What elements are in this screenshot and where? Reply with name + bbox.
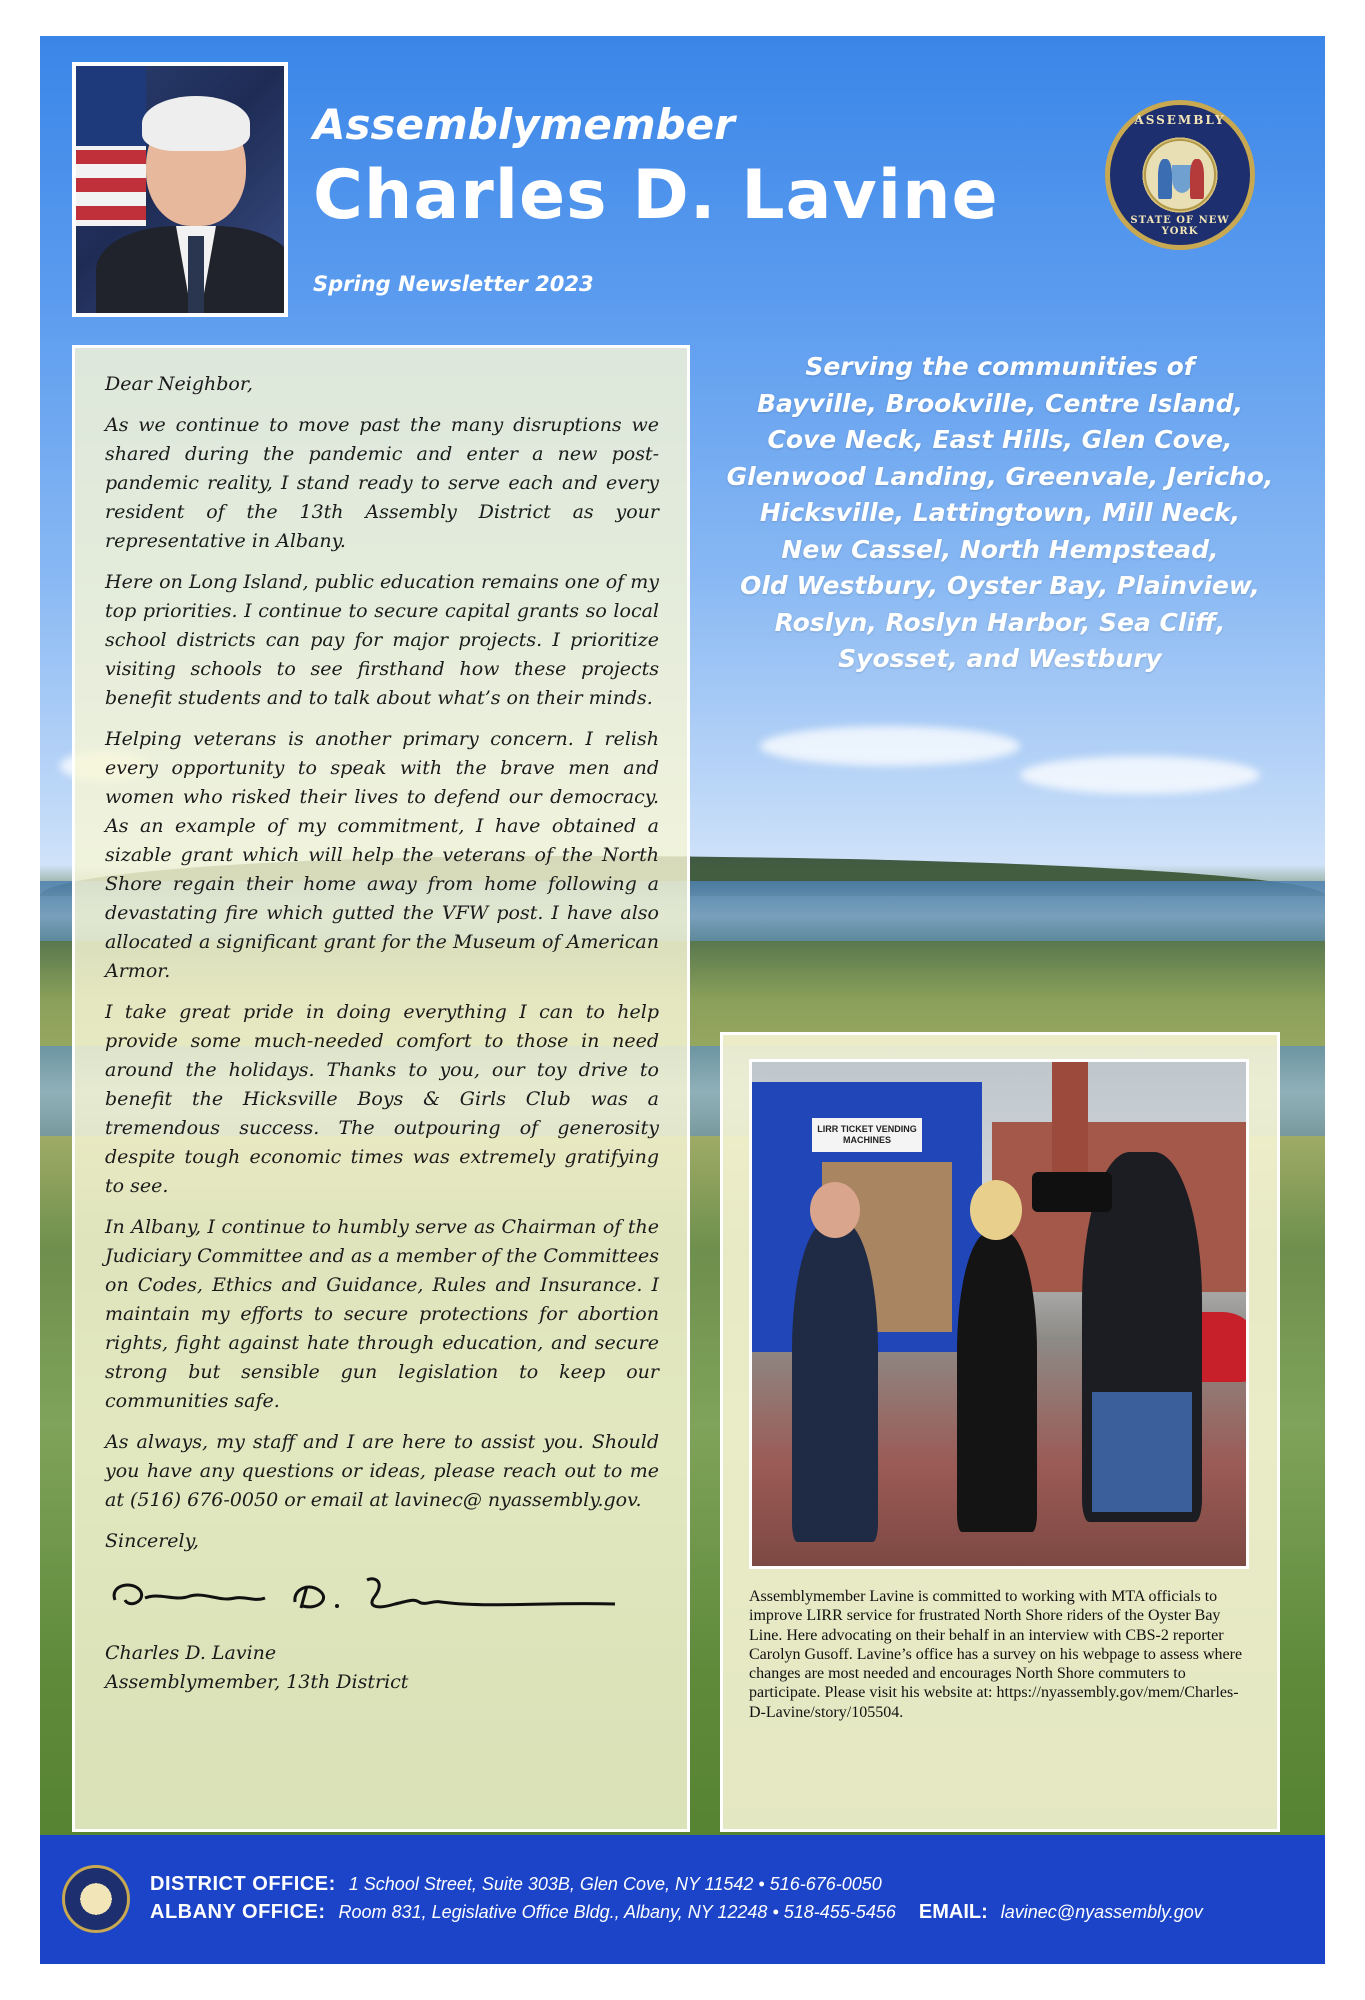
letter-paragraph: As we continue to move past the many disruptions we shared during the pandemic and enter a new post-pandemic reality, I stand ready to serve each and every resident of the 13th Assembly District as your representative in Albany. xyxy=(105,414,659,552)
seal-top-text: ASSEMBLY xyxy=(1134,113,1226,127)
letter-paragraph: Helping veterans is another primary concern. I relish every opportunity to speak with the brave men and women who risked their lives to defend our democracy. As an example of my commitment, I have obtained a sizable grant which will help the veterans of the North Shore regain their home away from home following a devastating fire which gutted the VFW post. I have also allocated a significant grant for the Museum of American Armor. xyxy=(105,728,659,982)
assembly-seal-icon xyxy=(1105,100,1255,250)
newsletter-subtitle: Spring Newsletter 2023 xyxy=(313,272,594,296)
email-link[interactable]: lavinec@nyassembly.gov xyxy=(1000,1902,1203,1922)
email-label: EMAIL: xyxy=(918,1901,988,1923)
newsletter-page xyxy=(40,36,1325,1964)
portrait-hair xyxy=(142,96,250,151)
seal-emblem xyxy=(1144,139,1216,211)
communities-line: Hicksville, Lattingtown, Mill Neck, xyxy=(759,498,1241,527)
photo-chimney xyxy=(1052,1062,1088,1182)
seal-figure-liberty xyxy=(1158,159,1172,199)
photo-kiosk-sign: LIRR TICKET VENDING MACHINES xyxy=(812,1118,922,1152)
communities-list xyxy=(720,349,1280,678)
cloud xyxy=(1020,756,1260,794)
letter-closing: Sincerely, xyxy=(105,1530,199,1552)
photo-head xyxy=(810,1182,860,1238)
title-role: Assemblymember xyxy=(313,100,735,149)
photo-head xyxy=(970,1180,1022,1240)
photo-panel xyxy=(720,1032,1280,1832)
photo-caption: Assemblymember Lavine is committed to working with MTA officials to improve LIRR service for frustrated North Shore riders of the Oyster Bay Line. Here advocating on their behalf in an interview with CBS-2 reporter Carolyn Gusoff. Lavine’s office has a survey on his webpage to assess where changes are most needed and encourages North Shore commuters to participate. Please visit his website at: https://nyassembly.gov/mem/Charles-D-Lavine/story/105504. xyxy=(749,1588,1243,1721)
seal-bottom-text: STATE OF NEW YORK xyxy=(1130,215,1230,237)
district-office-line xyxy=(150,1873,882,1896)
flag-canton xyxy=(76,66,146,146)
albany-office-value: Room 831, Legislative Office Bldg., Albany, NY 12248 • 518-455-5456 xyxy=(338,1902,896,1922)
district-office-label: DISTRICT OFFICE: xyxy=(150,1873,336,1895)
signature-title: Assemblymember, 13th District xyxy=(105,1671,409,1693)
district-office-value: 1 School Street, Suite 303B, Glen Cove, NY 11542 • 516-676-0050 xyxy=(348,1874,882,1894)
photo-jeans xyxy=(1092,1392,1192,1512)
communities-line: Bayville, Brookville, Centre Island, xyxy=(757,388,1243,418)
albany-office-line xyxy=(150,1901,1203,1924)
letter-paragraph: Here on Long Island, public education remains one of my top priorities. I continue to secure capital grants so local school districts can pay for major projects. I prioritize visiting schools to see firsthand how these projects benefit students and to talk about what’s on their minds. xyxy=(105,571,659,709)
communities-line: Cove Neck, East Hills, Glen Cove, xyxy=(767,425,1233,454)
portrait-tie xyxy=(188,236,204,316)
photo-person-assemblymember xyxy=(792,1222,878,1542)
albany-office-label: ALBANY OFFICE: xyxy=(150,1901,326,1923)
signature-name: Charles D. Lavine xyxy=(105,1642,277,1664)
footer-bar xyxy=(40,1835,1325,1964)
title-name: Charles D. Lavine xyxy=(313,156,999,235)
cloud xyxy=(760,726,1020,766)
letter-paragraph: As always, my staff and I are here to assist you. Should you have any questions or ideas, please reach out to me at (516) 676-0050 or email at lavinec@ nyassembly.gov. xyxy=(105,1431,659,1511)
letter-salutation: Dear Neighbor, xyxy=(105,373,253,395)
signature-icon xyxy=(105,1562,625,1624)
video-camera-icon xyxy=(1032,1172,1112,1212)
communities-line: Glenwood Landing, Greenvale, Jericho, xyxy=(726,461,1274,491)
communities-line: Roslyn, Roslyn Harbor, Sea Cliff, xyxy=(774,607,1226,637)
seal-figure-justice xyxy=(1190,159,1204,199)
letter-paragraph: In Albany, I continue to humbly serve as Chairman of the Judiciary Committee and as a member of the Committees on Codes, Ethics and Guidance, Rules and Insurance. I maintain my efforts to secure protections for abortion rights, fight against hate through education, and secure strong but sensible gun legislation to keep our communities safe. xyxy=(105,1216,659,1412)
letter-paragraph: I take great pride in doing everything I can to help provide some much-needed comfort to those in need around the holidays. Thanks to you, our toy drive to benefit the Hicksville Boys & Girls Club was a tremendous success. The outpouring of generosity despite tough economic times was extremely gratifying to see. xyxy=(105,1001,659,1197)
communities-line: Serving the communities of xyxy=(805,352,1195,381)
communities-line: Syosset, and Westbury xyxy=(838,644,1162,673)
photo-person-reporter xyxy=(957,1232,1037,1532)
communities-line: Old Westbury, Oyster Bay, Plainview, xyxy=(740,571,1260,600)
lirr-interview-photo xyxy=(749,1059,1249,1569)
seal-shield xyxy=(1172,165,1192,193)
communities-line: New Cassel, North Hempstead, xyxy=(781,534,1219,564)
letter-panel xyxy=(72,345,690,1832)
portrait-photo xyxy=(72,62,288,317)
footer-seal-icon xyxy=(62,1865,130,1933)
